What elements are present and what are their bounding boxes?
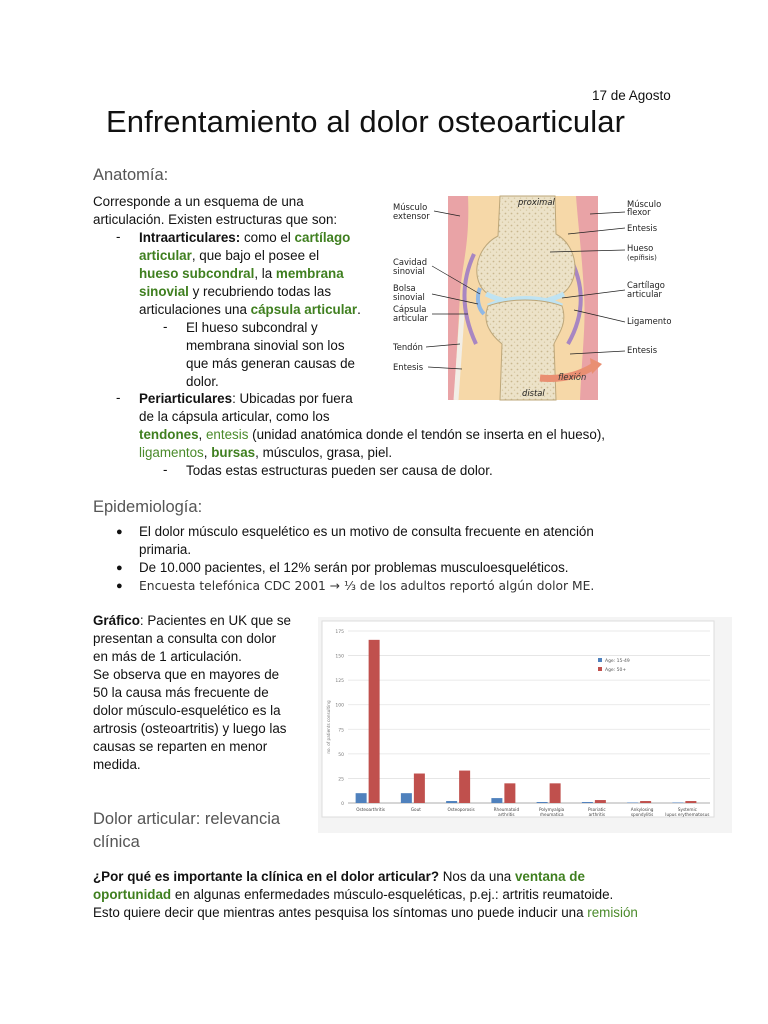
legend-label: Age: 50+ xyxy=(605,668,627,673)
x-tick-label: rheumatica xyxy=(539,812,564,817)
dash-bullet: - xyxy=(163,319,168,334)
term-tendones: tendones xyxy=(139,427,199,442)
y-tick-label: 0 xyxy=(341,802,344,807)
intraarticulares-line xyxy=(139,247,319,265)
text: , músculos, grasa, piel. xyxy=(255,445,393,460)
label-entesis-top: Entesis xyxy=(627,223,658,233)
bar-age-15-49 xyxy=(537,802,548,803)
bullet-dot: ● xyxy=(116,580,123,592)
periarticulares-line xyxy=(139,426,605,444)
text: , xyxy=(203,445,212,460)
epidemiologia-line: Encuesta telefónica CDC 2001 → ⅓ de los adultos reportó algún dolor ME. xyxy=(139,579,595,593)
x-tick-label: Rheumatoid xyxy=(493,807,520,812)
x-tick-label: arthritis xyxy=(588,812,606,817)
x-tick-label: Polymyalgia xyxy=(538,807,565,812)
dolor-line xyxy=(93,886,613,904)
bar-age-15-49 xyxy=(582,802,593,803)
label-musculo-extensor: Músculo xyxy=(393,202,428,212)
periarticulares-line xyxy=(139,390,353,408)
text: , la xyxy=(254,266,276,281)
text: . xyxy=(357,302,361,317)
bar-age-15-49 xyxy=(401,793,412,803)
legend-label: Age: 15-49 xyxy=(605,659,630,664)
label-cavidad-sinovial: Cavidad xyxy=(393,257,428,267)
epidemiologia-line: primaria. xyxy=(139,542,192,557)
text: , que bajo el posee el xyxy=(191,248,320,263)
x-tick-label: Osteoarthritis xyxy=(356,807,385,812)
term-bursas: bursas xyxy=(211,445,256,460)
label-entesis-right: Entesis xyxy=(627,345,658,355)
intraarticulares-line xyxy=(139,265,344,283)
y-tick-label: 75 xyxy=(338,728,344,734)
epidemiologia-line: De 10.000 pacientes, el 12% serán por problemas musculoesqueléticos. xyxy=(139,560,569,575)
term-membrana: membrana xyxy=(275,266,344,281)
bar-age-50-plus xyxy=(459,771,470,803)
intraarticulares-line xyxy=(139,229,350,247)
label-hueso: Hueso xyxy=(627,243,654,253)
grafico-line: artrosis (osteoartritis) y luego las xyxy=(93,721,287,736)
text: y recubriendo todas las xyxy=(188,284,332,299)
epidemiologia-line: El dolor músculo esquelético es un motivo de consulta frecuente en atención xyxy=(139,524,594,539)
text: como el xyxy=(240,230,295,245)
grafico-line: causas se reparten en menor xyxy=(93,739,268,754)
bar-age-15-49 xyxy=(446,801,457,803)
label-flexion: flexión xyxy=(558,372,587,382)
dolor-line xyxy=(93,904,638,922)
dash-bullet: - xyxy=(163,462,168,477)
y-tick-label: 175 xyxy=(335,630,344,635)
x-tick-label: Ankylosing xyxy=(630,807,654,812)
anatomia-intro-line: articulación. Existen estructuras que son: xyxy=(93,212,338,227)
subpoint-line: dolor. xyxy=(186,374,219,389)
text: : Ubicadas por fuera xyxy=(232,391,353,406)
x-tick-label: Systemic xyxy=(677,807,697,812)
grafico-line: Se observa que en mayores de xyxy=(93,667,280,682)
grafico-label: Gráfico xyxy=(93,613,140,628)
label-musculo-extensor: extensor xyxy=(393,211,430,221)
label-bolsa-sinovial: Bolsa xyxy=(393,283,416,293)
grafico-line xyxy=(93,612,291,630)
label-entesis-left: Entesis xyxy=(393,362,424,372)
legend-swatch xyxy=(598,667,602,671)
text: , xyxy=(198,427,206,442)
label-musculo-flexor: Músculo xyxy=(627,199,662,209)
intraarticulares-line xyxy=(139,283,331,301)
text: : Pacientes en UK que se xyxy=(139,613,291,628)
text: en algunas enfermedades músculo-esqueléticas, p.ej.: artritis reumatoide. xyxy=(171,887,614,902)
dash-bullet: - xyxy=(116,390,121,405)
subpoint-line: Todas estas estructuras pueden ser causa de dolor. xyxy=(186,463,493,478)
joint-anatomy-illustration xyxy=(390,194,680,404)
label-tendon: Tendón xyxy=(393,342,423,352)
label-cartilago-articular: Cartílago xyxy=(627,280,665,290)
grafico-line: medida. xyxy=(93,757,141,772)
grafico-line: 50 la causa más frecuente de xyxy=(93,685,269,700)
bar-age-15-49 xyxy=(491,798,502,803)
text: articulaciones una xyxy=(139,302,251,317)
label-cavidad-sinovial: sinovial xyxy=(393,266,425,276)
x-tick-label: arthritis xyxy=(498,812,515,817)
label-cartilago-articular: articular xyxy=(627,289,663,299)
y-tick-label: 150 xyxy=(335,654,344,660)
bar-chart xyxy=(318,617,732,833)
y-axis-label: no. of patients consulting xyxy=(326,700,331,754)
text: Nos da una xyxy=(439,869,515,884)
periarticulares-line xyxy=(139,444,392,462)
label-proximal: proximal xyxy=(518,197,555,207)
label-capsula-articular: articular xyxy=(393,313,429,323)
grafico-line: presentan a consulta con dolor xyxy=(93,631,277,646)
label-musculo-flexor: flexor xyxy=(627,207,651,217)
section-heading-dolor-articular: Dolor articular: relevancia xyxy=(93,810,281,828)
bar-age-50-plus xyxy=(369,640,380,803)
label-distal: distal xyxy=(522,388,545,398)
subpoint-line: membrana sinovial son los xyxy=(186,338,345,353)
x-tick-label: Gout xyxy=(410,807,421,812)
bullet-dot: ● xyxy=(116,526,123,538)
term-entesis: entesis xyxy=(205,427,249,442)
bar-age-50-plus xyxy=(550,783,561,803)
x-tick-label: Osteoporosis xyxy=(447,807,475,812)
y-tick-label: 50 xyxy=(338,752,344,758)
term-oportunidad: oportunidad xyxy=(93,887,172,902)
periarticulares-line: de la cápsula articular, como los xyxy=(139,409,330,424)
bar-age-50-plus xyxy=(640,801,651,803)
term-ligamentos: ligamentos xyxy=(139,445,204,460)
x-tick-label: Psoriatic xyxy=(587,807,606,812)
section-heading-anatomia: Anatomía: xyxy=(93,166,169,184)
term-ventana: ventana de xyxy=(514,869,585,884)
label-ligamento: Ligamento xyxy=(627,316,672,326)
y-tick-label: 125 xyxy=(335,679,344,685)
document-date: 17 de Agosto xyxy=(592,88,671,103)
x-tick-label: lupus erythematosus xyxy=(665,812,710,817)
bullet-dot: ● xyxy=(116,562,123,574)
term-sinovial: sinovial xyxy=(139,284,189,299)
term-hueso-subcondral: hueso subcondral xyxy=(139,266,255,281)
term-capsula-articular: cápsula articular xyxy=(250,302,358,317)
bar-age-50-plus xyxy=(685,801,696,803)
term-articular: articular xyxy=(139,248,192,263)
label-capsula-articular: Cápsula xyxy=(393,304,427,314)
x-tick-label: spondylitis xyxy=(630,812,654,817)
periarticulares-label: Periarticulares xyxy=(139,391,233,406)
bar-age-15-49 xyxy=(356,793,367,803)
term-cartilago: cartílago xyxy=(294,230,351,245)
dash-bullet: - xyxy=(116,229,121,244)
y-tick-label: 100 xyxy=(335,703,344,709)
dolor-question: ¿Por qué es importante la clínica en el dolor articular? xyxy=(93,869,440,884)
term-remision: remisión xyxy=(587,905,638,920)
section-heading-dolor-articular: clínica xyxy=(93,833,140,851)
plot-area xyxy=(322,621,714,817)
bar-age-50-plus xyxy=(504,783,515,803)
text: (unidad anatómica donde el tendón se inserta en el hueso), xyxy=(248,427,606,442)
subpoint-line: que más generan causas de xyxy=(186,356,355,371)
intraarticulares-line xyxy=(139,301,361,319)
y-tick-label: 25 xyxy=(338,777,344,783)
subpoint-line: El hueso subcondral y xyxy=(186,320,318,335)
dolor-line xyxy=(93,868,585,886)
intraarticulares-label: Intraarticulares: xyxy=(139,230,241,245)
legend-swatch xyxy=(598,658,602,662)
bar-chart-panel xyxy=(318,617,732,833)
bar-age-50-plus xyxy=(414,774,425,803)
anatomia-intro-line: Corresponde a un esquema de una xyxy=(93,194,304,209)
grafico-line: dolor músculo-esquelético es la xyxy=(93,703,281,718)
section-heading-epidemiologia: Epidemiología: xyxy=(93,498,203,516)
grafico-line: en más de 1 articulación. xyxy=(93,649,242,664)
label-bolsa-sinovial: sinovial xyxy=(393,292,425,302)
label-epifisis: (epífisis) xyxy=(627,254,657,262)
text: Esto quiere decir que mientras antes pesquisa los síntomas uno puede inducir una xyxy=(93,905,588,920)
document-title: Enfrentamiento al dolor osteoarticular xyxy=(106,104,626,139)
bar-age-50-plus xyxy=(595,800,606,803)
